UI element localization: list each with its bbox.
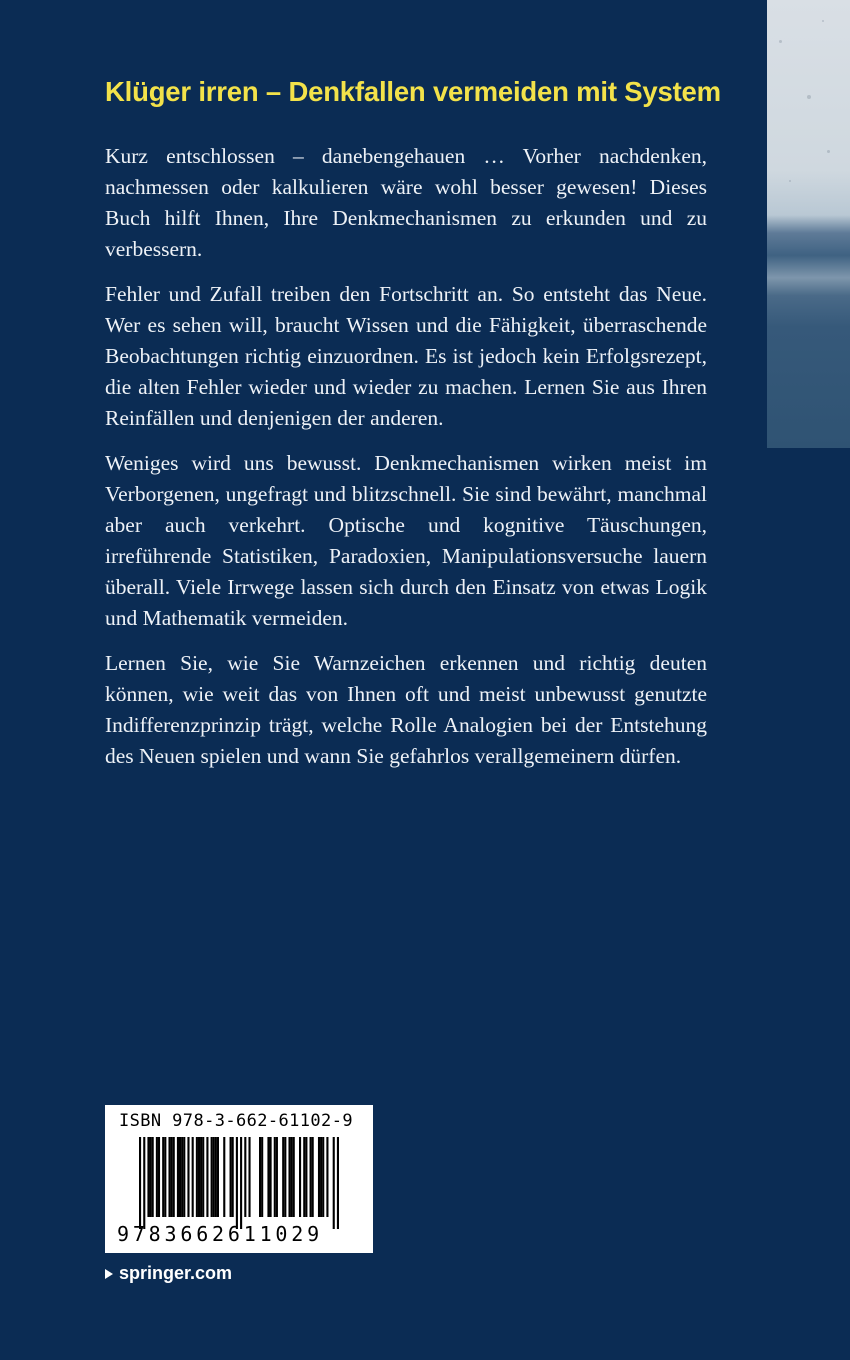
barcode-bar xyxy=(318,1137,320,1217)
barcode-bar xyxy=(223,1137,225,1217)
barcode-bar xyxy=(282,1137,284,1217)
barcode-bar xyxy=(156,1137,158,1217)
barcode-bar xyxy=(288,1137,290,1217)
barcode-bar xyxy=(183,1137,185,1217)
barcode-bar xyxy=(164,1137,166,1217)
barcode-bar xyxy=(196,1137,198,1217)
book-title: Klüger irren – Denkfallen vermeiden mit System xyxy=(105,76,721,107)
barcode-bar xyxy=(259,1137,261,1217)
barcode-bar xyxy=(179,1137,181,1217)
barcode-bar xyxy=(181,1137,183,1217)
barcode-bar xyxy=(215,1137,217,1217)
isbn-label: ISBN 978-3-662-61102-9 xyxy=(119,1111,353,1131)
barcode-bar xyxy=(158,1137,160,1217)
barcode-bar xyxy=(168,1137,170,1217)
blurb-paragraph-2: Fehler und Zufall treiben den Fortschritt an. So entsteht das Neue. Wer es sehen will, braucht Wissen und die Fähigkeit, überraschende Beobachtungen richtig einzuordnen. Es ist jedoch kein Erfolgsrezept, die alten Fehler wieder und wieder zu machen. Lernen Sie aus Ihren Reinfällen und denjenigen der anderen. xyxy=(105,282,707,430)
barcode-bar xyxy=(198,1137,200,1217)
barcode-bar xyxy=(177,1137,179,1217)
barcode-bar xyxy=(270,1137,272,1217)
barcode-bar xyxy=(320,1137,322,1217)
barcode-bar xyxy=(322,1137,324,1217)
barcode-bar xyxy=(171,1137,173,1217)
barcode-bar xyxy=(240,1137,242,1229)
barcode-bar xyxy=(333,1137,335,1229)
barcode-bar xyxy=(310,1137,312,1217)
barcode-bar xyxy=(143,1137,145,1229)
barcode-bar xyxy=(299,1137,301,1217)
blurb-paragraph-4: Lernen Sie, wie Sie Warnzeichen erkennen und richtig deuten können, wie weit das von Ihnen oft und meist unbewusst genutzte Indifferenzprinzip trägt, welche Rolle Analogien bei der Entstehung des Neuen spielen und wann Sie gefahrlos verallgemeinern dürfen. xyxy=(105,651,707,768)
barcode-bar xyxy=(213,1137,215,1217)
barcode-bar xyxy=(217,1137,219,1217)
isbn-barcode xyxy=(105,1105,373,1253)
blurb-paragraph-3: Weniges wird uns bewusst. Denkmechanismen wirken meist im Verborgenen, ungefragt und blitzschnell. Sie sind bewährt, manchmal aber auch verkehrt. Optische und kognitive Täuschungen, irreführende Statistiken, Paradoxien, Manipulationsversuche lauern überall. Viele Irrwege lassen sich durch den Einsatz von etwas Logik und Mathematik vermeiden. xyxy=(105,451,707,630)
publisher-link[interactable] xyxy=(105,1263,232,1284)
barcode-bar xyxy=(312,1137,314,1217)
barcode-bar xyxy=(230,1137,232,1217)
cover-photo-edge xyxy=(767,0,850,448)
ean-digits: 9783662611029 xyxy=(117,1222,323,1246)
barcode-bar xyxy=(303,1137,305,1217)
barcode-bar xyxy=(139,1137,141,1229)
barcode-bar xyxy=(293,1137,295,1217)
barcode-bar xyxy=(187,1137,189,1217)
barcode-bar xyxy=(150,1137,152,1217)
barcode-bar xyxy=(337,1137,339,1229)
barcode-bar xyxy=(291,1137,293,1217)
barcode-bar xyxy=(211,1137,213,1217)
barcode-bars xyxy=(115,1137,363,1229)
publisher-url: springer.com xyxy=(119,1263,233,1283)
barcode-bar xyxy=(244,1137,246,1217)
barcode-bar xyxy=(152,1137,154,1217)
barcode-bar xyxy=(276,1137,278,1217)
barcode-bar xyxy=(202,1137,204,1217)
barcode-bar xyxy=(200,1137,202,1217)
barcode-bar xyxy=(173,1137,175,1217)
barcode-bar xyxy=(267,1137,269,1217)
barcode-bar xyxy=(206,1137,208,1217)
barcode-bar xyxy=(236,1137,238,1229)
barcode-bar xyxy=(305,1137,307,1217)
blurb xyxy=(105,141,707,786)
arrow-right-icon xyxy=(105,1269,113,1279)
barcode-bar xyxy=(284,1137,286,1217)
barcode-bar xyxy=(274,1137,276,1217)
barcode-bar xyxy=(162,1137,164,1217)
barcode-bar xyxy=(261,1137,263,1217)
barcode-bar xyxy=(232,1137,234,1217)
barcode-bar xyxy=(192,1137,194,1217)
barcode-bar xyxy=(248,1137,250,1217)
barcode-bar xyxy=(147,1137,149,1217)
barcode-bar xyxy=(326,1137,328,1217)
blurb-paragraph-1: Kurz entschlossen – danebengehauen … Vorher nachdenken, nachmessen oder kalkulieren wäre wohl besser gewesen! Dieses Buch hilft Ihnen, Ihre Denkmechanismen zu erkunden und zu verbessern. xyxy=(105,144,707,261)
